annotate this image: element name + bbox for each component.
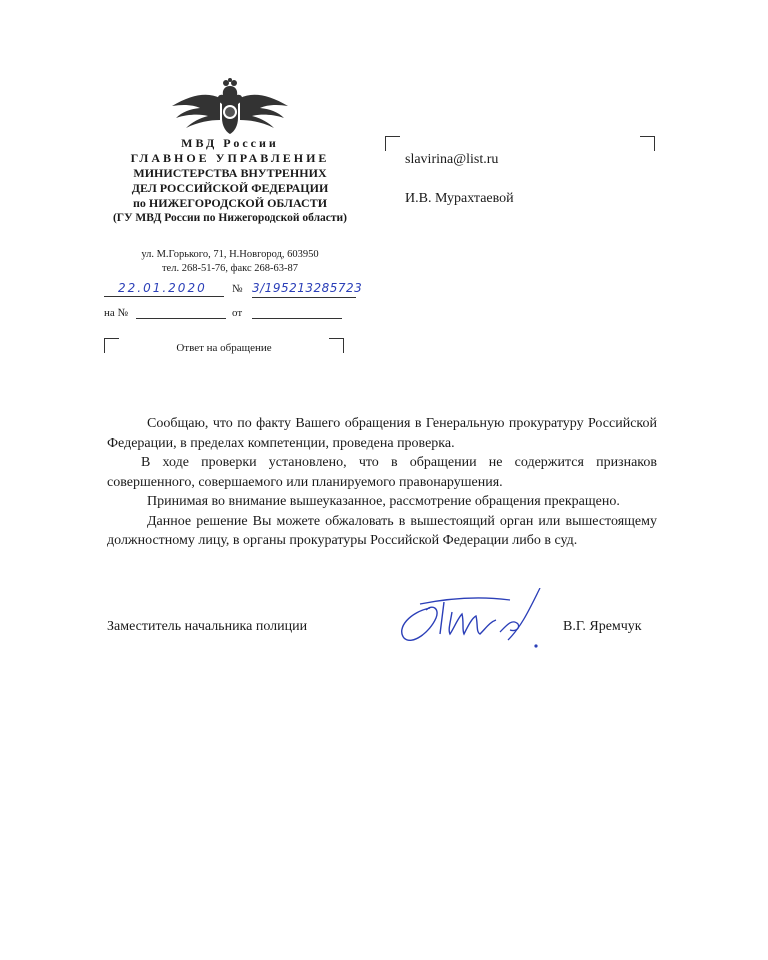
registration-row: [104, 281, 363, 301]
reference-number-line: [136, 318, 226, 319]
corner-mark-left: [385, 136, 400, 151]
paragraph-3: Принимая во внимание вышеуказанное, рассмотрение обращения прекращено.: [147, 494, 620, 509]
ministry-name: МВД России: [181, 136, 279, 150]
corner-mark-right: [640, 136, 655, 151]
directorate-line-3: ДЕЛ РОССИЙСКОЙ ФЕДЕРАЦИИ: [131, 181, 329, 195]
street-address: ул. М.Горького, 71, Н.Новгород, 603950: [141, 249, 319, 260]
double-headed-eagle-emblem: [170, 78, 290, 140]
reference-row: [104, 306, 354, 322]
handwritten-signature: [390, 588, 550, 658]
signatory-name: В.Г. Яремчук: [563, 619, 642, 634]
paragraph-1: Сообщаю, что по факту Вашего обращения в Генеральную прокуратуру Российской Федерации, в пределах компетенции, проведена проверка.: [107, 416, 657, 451]
addressee-block: [385, 136, 655, 226]
signatory-position: Заместитель начальника полиции: [107, 619, 308, 634]
subject-block: [104, 338, 344, 362]
letter-body: [107, 414, 657, 551]
subject-text: Ответ на обращение: [176, 342, 272, 354]
paragraph-4: Данное решение Вы можете обжаловать в вышестоящий орган или вышестоящему должностному лицу, в органы прокуратуры Российской Федерации либо в суд.: [107, 513, 657, 548]
directorate-line-4: по НИЖЕГОРОДСКОЙ ОБЛАСТИ: [132, 196, 328, 210]
directorate-line-2: МИНИСТЕРСТВА ВНУТРЕННИХ: [133, 166, 327, 180]
addressee-name: И.В. Мурахтаевой: [405, 191, 514, 206]
paragraph-2: В ходе проверки установлено, что в обращении не содержится признаков совершенного, совершаемого или планируемого правонарушения.: [107, 455, 657, 490]
organization-header: [90, 136, 370, 226]
reference-date-label: от: [232, 307, 243, 319]
reference-number-label: на №: [104, 307, 129, 319]
registration-date: 22.01.2020: [104, 281, 224, 297]
number-label: №: [232, 283, 243, 295]
registration-number: 3/195213285723: [252, 281, 356, 298]
directorate-name: ГЛАВНОЕ УПРАВЛЕНИЕ: [130, 151, 330, 165]
organization-address: [110, 248, 350, 276]
phone-fax: тел. 268-51-76, факс 268-63-87: [161, 263, 299, 274]
addressee-email: slavirina@list.ru: [405, 152, 499, 167]
reference-date-line: [252, 318, 342, 319]
directorate-abbreviation: (ГУ МВД России по Нижегородской области): [112, 212, 348, 224]
